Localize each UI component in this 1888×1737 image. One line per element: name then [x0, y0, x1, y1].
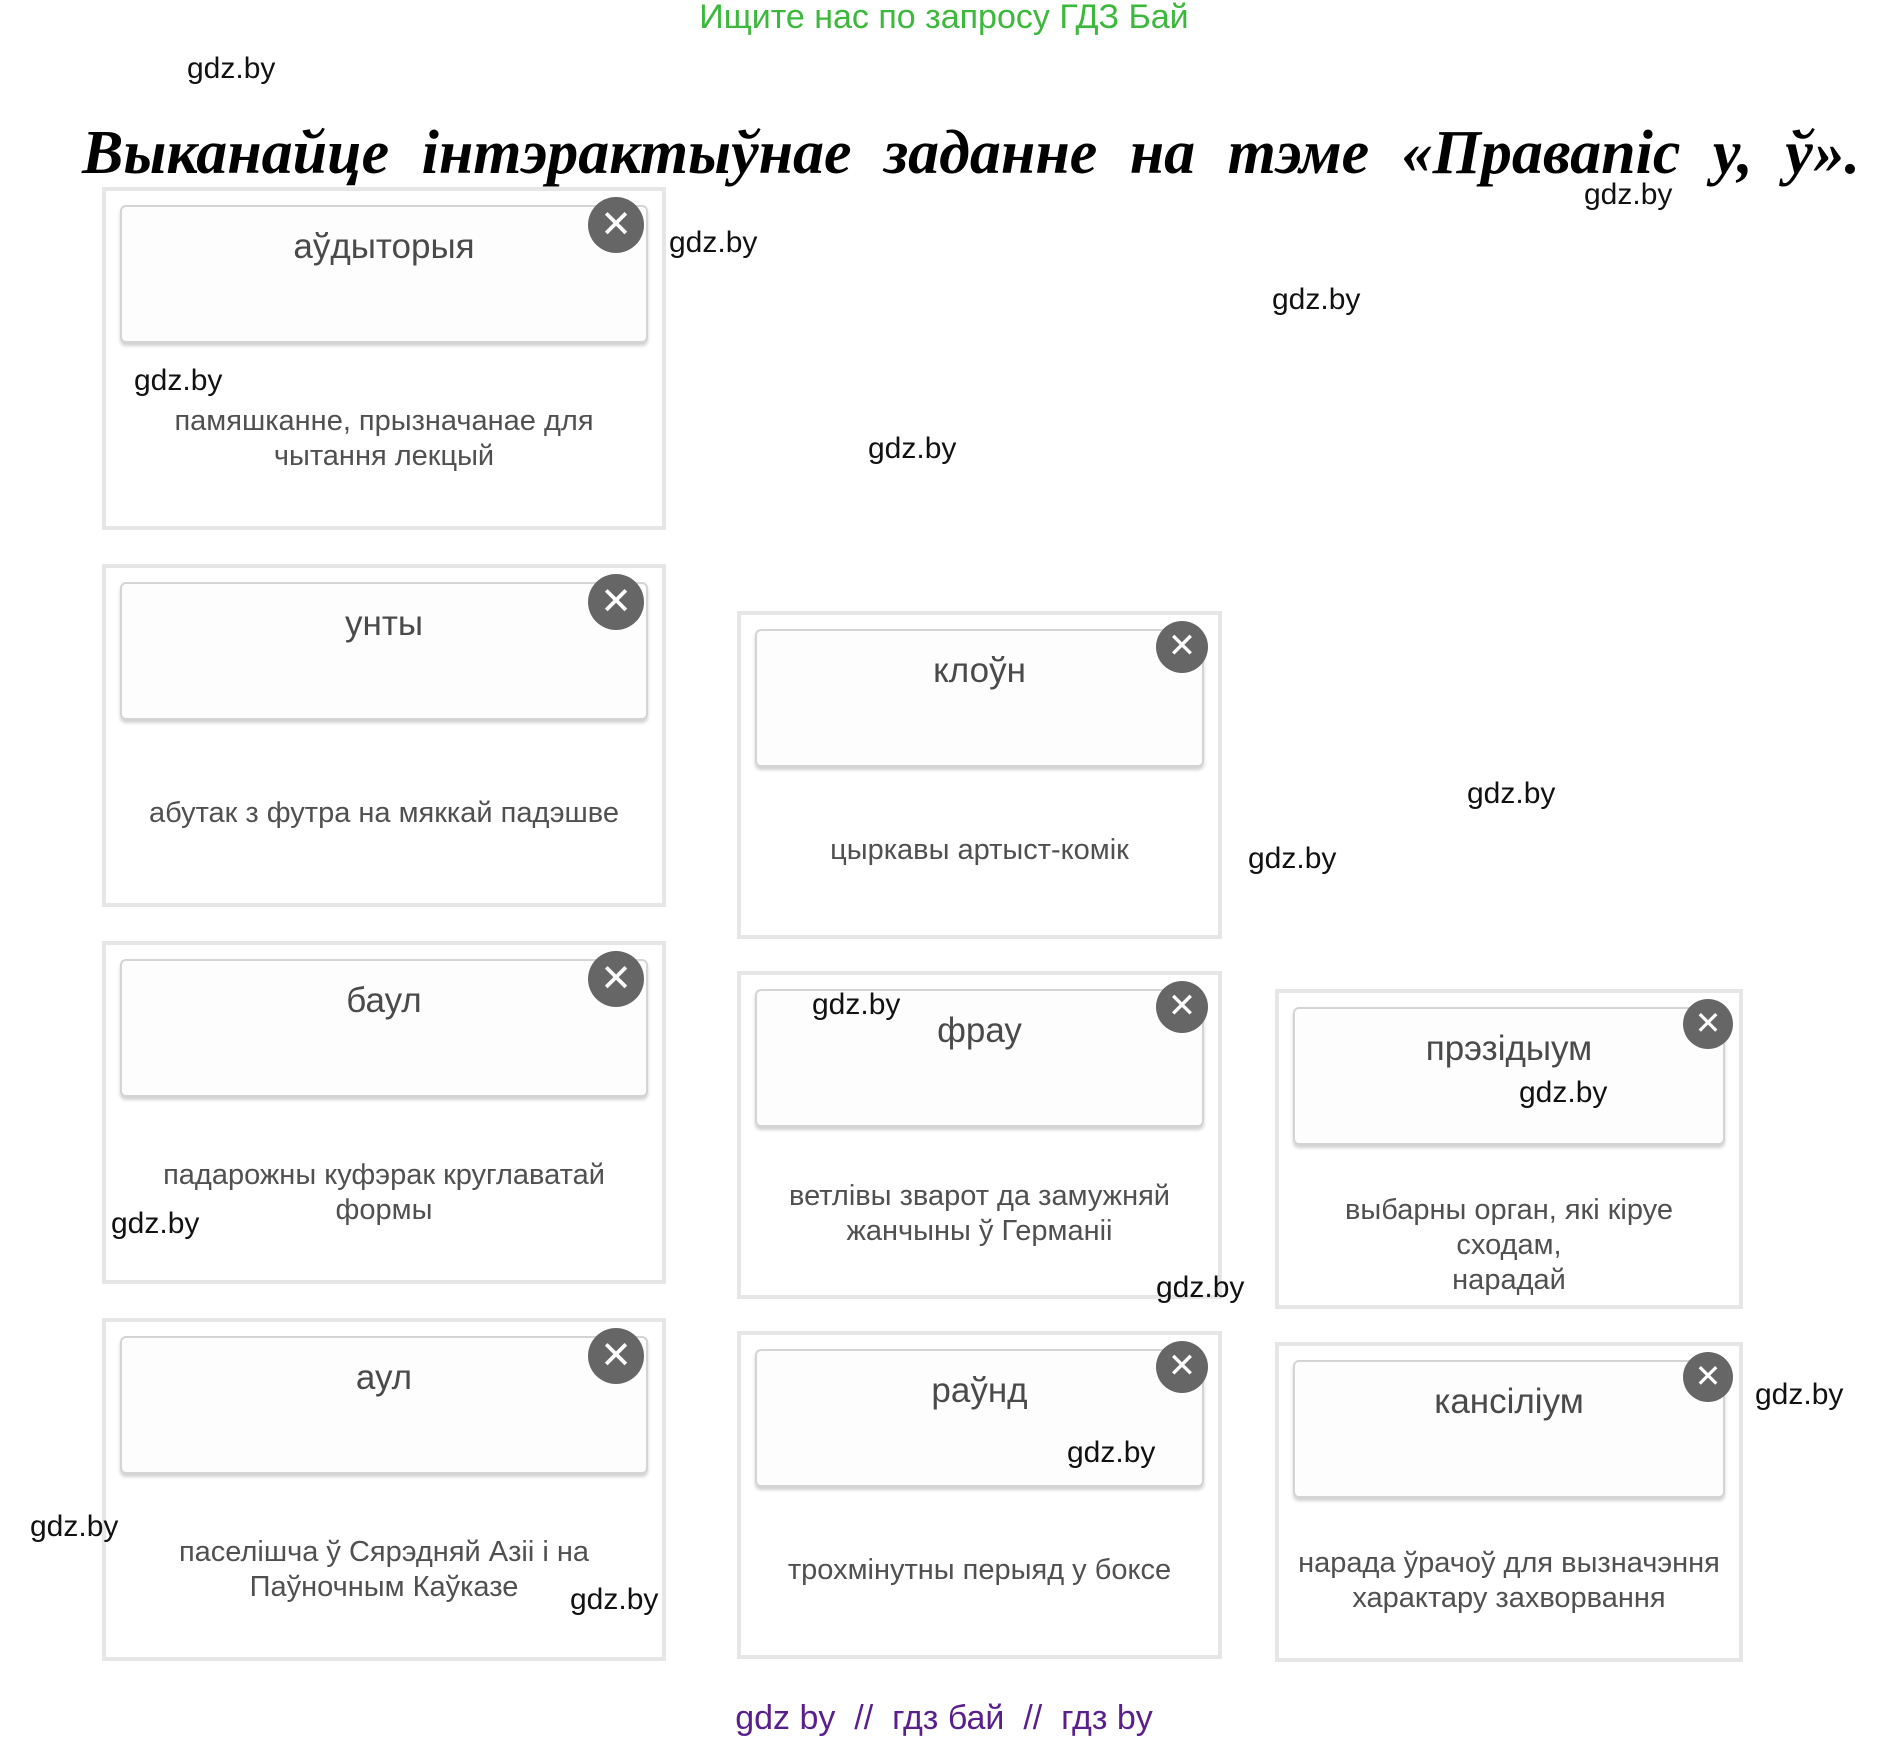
- watermark: gdz.by: [868, 432, 957, 465]
- card-definition: [751, 833, 1208, 868]
- word-box[interactable]: [1293, 1007, 1725, 1145]
- watermark: gdz.by: [1755, 1378, 1844, 1411]
- word-card: [737, 1331, 1222, 1659]
- definition-line: ветлівы зварот да замужняй: [789, 1180, 1170, 1212]
- watermark: gdz.by: [1067, 1436, 1156, 1469]
- definition-line: выбарны орган, які кіруе сходам,: [1345, 1194, 1673, 1261]
- top-banner: Ищите нас по запросу ГДЗ Бай: [699, 0, 1189, 36]
- definition-line: характару захворвання: [1352, 1582, 1666, 1614]
- card-definition: [116, 404, 652, 474]
- task-heading: Выканайце інтэрактыўнае заданне на тэме «Правапіс у, ў».: [82, 119, 1860, 187]
- card-word: унты: [344, 604, 423, 643]
- word-box[interactable]: [120, 959, 648, 1097]
- card-word: кансіліум: [1434, 1382, 1584, 1421]
- close-icon[interactable]: ✕: [588, 197, 644, 253]
- card-word: баул: [346, 981, 422, 1020]
- word-box[interactable]: [120, 205, 648, 343]
- word-card: [102, 187, 666, 530]
- definition-line: формы: [335, 1194, 433, 1226]
- watermark: gdz.by: [1272, 283, 1361, 316]
- watermark: gdz.by: [812, 988, 901, 1021]
- word-card: [1275, 989, 1743, 1309]
- card-word: раўнд: [931, 1371, 1028, 1410]
- close-icon[interactable]: ✕: [588, 1328, 644, 1384]
- card-definition: [1289, 1546, 1729, 1616]
- word-card: [102, 564, 666, 907]
- word-box[interactable]: [120, 582, 648, 720]
- close-icon[interactable]: ✕: [1156, 981, 1208, 1033]
- card-word: прэзідыум: [1425, 1029, 1593, 1068]
- word-card: [737, 611, 1222, 939]
- card-definition: [116, 796, 652, 831]
- watermark: gdz.by: [1467, 777, 1556, 810]
- watermark: gdz.by: [134, 364, 223, 397]
- close-icon[interactable]: ✕: [1683, 1352, 1733, 1402]
- definition-line: памяшканне, прызначанае для: [174, 405, 594, 437]
- card-word: аўдыторыя: [293, 227, 475, 266]
- watermark: gdz.by: [1519, 1076, 1608, 1109]
- watermark: gdz.by: [187, 52, 276, 85]
- definition-line: падарожны куфэрак круглаватай: [163, 1159, 605, 1191]
- card-definition: [751, 1179, 1208, 1249]
- watermark: gdz.by: [669, 226, 758, 259]
- watermark: gdz.by: [570, 1583, 659, 1616]
- watermark: gdz.by: [1248, 842, 1337, 875]
- card-definition: [1289, 1193, 1729, 1298]
- card-word: фрау: [937, 1011, 1022, 1050]
- definition-line: чытання лекцый: [273, 440, 495, 472]
- watermark: gdz.by: [30, 1510, 119, 1543]
- footer-links: gdz by // гдз бай // гдз by: [735, 1699, 1153, 1737]
- close-icon[interactable]: ✕: [1156, 1341, 1208, 1393]
- word-card: [737, 971, 1222, 1299]
- close-icon[interactable]: ✕: [588, 951, 644, 1007]
- definition-line: нарада ўрачоў для вызначэння: [1298, 1547, 1720, 1579]
- word-box[interactable]: [755, 629, 1204, 767]
- word-card: [1275, 1342, 1743, 1662]
- close-icon[interactable]: ✕: [1683, 999, 1733, 1049]
- word-box[interactable]: [120, 1336, 648, 1474]
- card-definition: [751, 1553, 1208, 1588]
- definition-line: паселішча ў Сярэдняй Азіі і на: [178, 1536, 590, 1568]
- definition-line: нарадай: [1452, 1264, 1566, 1296]
- definition-line: Паўночным Каўказе: [249, 1571, 519, 1603]
- definition-line: жанчыны ў Германіі: [846, 1215, 1113, 1247]
- watermark: gdz.by: [1584, 178, 1673, 211]
- definition-line: цыркавы артыст-комік: [830, 834, 1129, 866]
- watermark: gdz.by: [1156, 1271, 1245, 1304]
- card-word: аул: [355, 1358, 413, 1397]
- watermark: gdz.by: [111, 1207, 200, 1240]
- definition-line: абутак з футра на мяккай падэшве: [148, 797, 619, 829]
- card-word: клоўн: [933, 651, 1026, 690]
- definition-line: трохмінутны перыяд у боксе: [787, 1554, 1172, 1586]
- close-icon[interactable]: ✕: [588, 574, 644, 630]
- close-icon[interactable]: ✕: [1156, 621, 1208, 673]
- word-box[interactable]: [1293, 1360, 1725, 1498]
